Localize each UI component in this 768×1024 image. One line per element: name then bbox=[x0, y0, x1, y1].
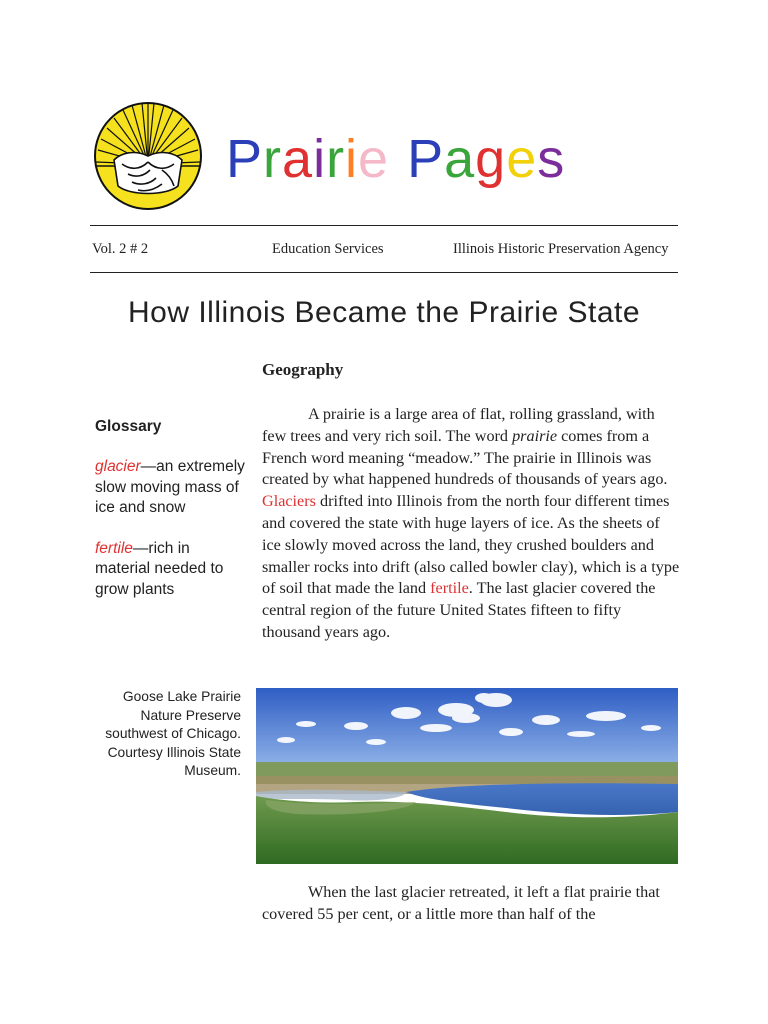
masthead-letter: P bbox=[407, 129, 445, 189]
article-body-top bbox=[262, 404, 682, 644]
masthead-letter: g bbox=[475, 129, 507, 189]
body-text-run: A prairie is a large area of flat, rolling grassland, with few trees and very rich soil. The word bbox=[262, 405, 655, 445]
glossary-sidebar bbox=[95, 417, 245, 620]
glossary-term-link: fertile bbox=[430, 579, 469, 598]
masthead-letter: e bbox=[506, 129, 538, 189]
clasped-hands-icon bbox=[114, 153, 182, 194]
article-title: How Illinois Became the Prairie State bbox=[127, 296, 641, 329]
body-text-run: comes from a French word meaning “meadow.” The prairie in Illinois was created by what happened hundreds of thousands of years ago. bbox=[262, 426, 668, 489]
volume-label: Vol. 2 # 2 bbox=[92, 241, 149, 257]
masthead-letter: r bbox=[263, 129, 283, 189]
body-text-run: drifted into Illinois from the north four different times and covered the state with huge layers of ice. As the sheets of ice slowly moved across the land, they crushed boulders and smaller rocks into drift (also called bowler clay), which is a type of soil that made the land bbox=[262, 492, 680, 598]
department-label: Education Services bbox=[272, 241, 384, 257]
glossary-term: fertile bbox=[95, 539, 133, 557]
prairie-pages-logo bbox=[92, 100, 204, 212]
masthead-word-prairie bbox=[226, 129, 389, 189]
prairie-landscape-photo bbox=[256, 688, 678, 864]
photo-caption: Goose Lake Prairie Nature Preserve southwest of Chicago. Courtesy Illinois State Museum. bbox=[105, 689, 241, 779]
masthead-letter: P bbox=[226, 129, 264, 189]
body-text-run: . The last glacier covered the central region of the future United States fifteen to fifty thousand years ago. bbox=[262, 579, 656, 641]
masthead-title bbox=[226, 126, 565, 192]
glossary-term-link: Glaciers bbox=[262, 492, 316, 511]
glossary-entry bbox=[95, 457, 245, 519]
section-heading: Geography bbox=[262, 360, 344, 379]
glossary-definition: —rich in material needed to grow plants bbox=[95, 539, 224, 598]
glossary-entry bbox=[95, 539, 245, 601]
header-rule-top bbox=[90, 225, 678, 226]
italic-term: prairie bbox=[512, 426, 558, 445]
body-paragraph bbox=[262, 404, 682, 644]
masthead-letter: a bbox=[282, 129, 314, 189]
masthead-letter: e bbox=[358, 129, 390, 189]
glossary-heading: Glossary bbox=[95, 418, 162, 435]
masthead-letter: a bbox=[444, 129, 476, 189]
header-rule-bottom bbox=[90, 272, 678, 273]
masthead-word-pages bbox=[407, 129, 565, 189]
glossary-definition: —an extremely slow moving mass of ice and snow bbox=[95, 458, 245, 516]
glossary-term: glacier bbox=[95, 458, 141, 475]
body-paragraph: When the last glacier retreated, it left a flat prairie that covered 55 per cent, or a little more than half of the bbox=[262, 883, 660, 923]
masthead-letter: i bbox=[345, 129, 359, 189]
masthead-letter: i bbox=[313, 129, 327, 189]
masthead-letter: r bbox=[326, 129, 346, 189]
masthead-letter: s bbox=[537, 129, 566, 189]
agency-label: Illinois Historic Preservation Agency bbox=[453, 241, 669, 257]
article-body-bottom bbox=[262, 882, 682, 926]
